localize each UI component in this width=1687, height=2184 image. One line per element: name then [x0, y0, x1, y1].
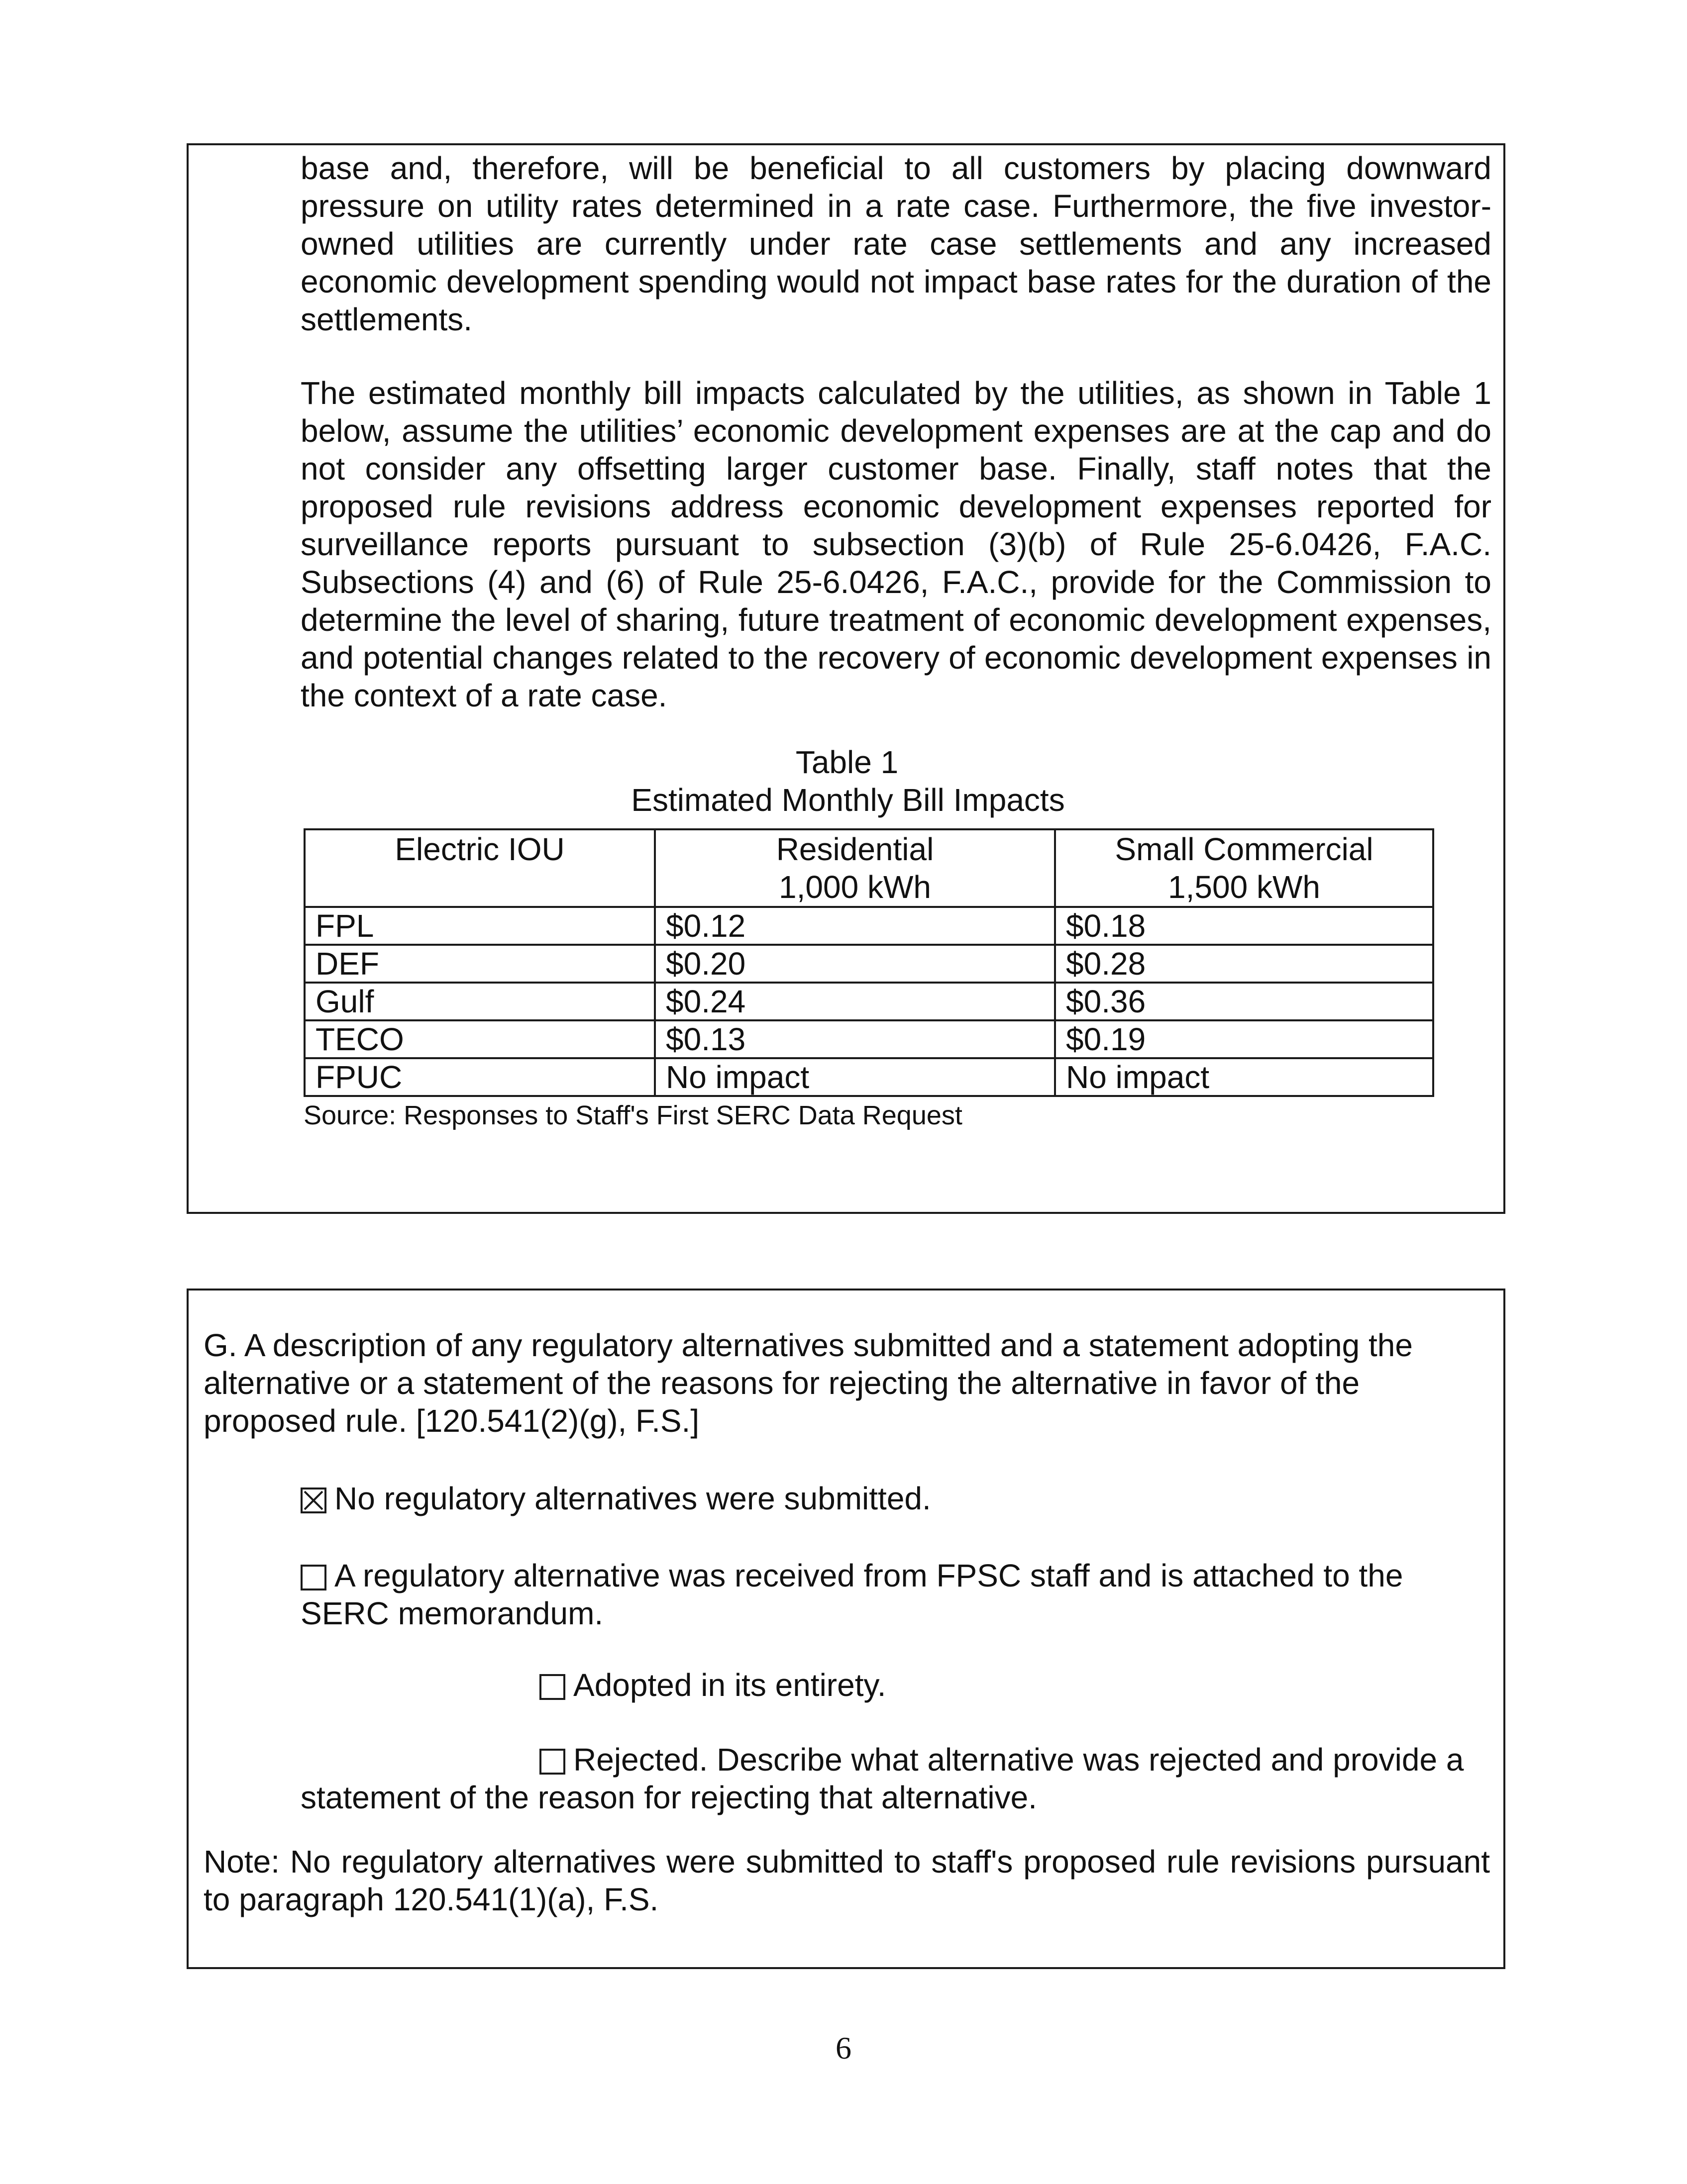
- cell-utility: FPL: [305, 907, 655, 945]
- cell-small-commercial: $0.28: [1055, 945, 1433, 983]
- cell-small-commercial: $0.19: [1055, 1020, 1433, 1058]
- table-source-note: Source: Responses to Staff's First SERC Data Request: [304, 1100, 962, 1130]
- option-no-alternatives: [301, 1480, 931, 1517]
- header-label: Electric IOU: [395, 831, 565, 867]
- header-residential: [655, 829, 1055, 907]
- page-number: 6: [836, 2030, 851, 2066]
- cell-residential: No impact: [655, 1058, 1055, 1096]
- option-label: Adopted in its entirety.: [573, 1667, 886, 1703]
- bill-impact-table: [304, 828, 1434, 1097]
- economic-impact-box: [187, 143, 1505, 1214]
- cell-small-commercial: No impact: [1055, 1058, 1433, 1096]
- table-row: [305, 1058, 1433, 1096]
- option-rejected: [301, 1741, 1495, 1816]
- header-electric-iou: [305, 829, 655, 907]
- cell-utility: TECO: [305, 1020, 655, 1058]
- header-label: Residential: [776, 831, 934, 867]
- checkbox-unchecked[interactable]: [301, 1565, 326, 1590]
- table-row: [305, 907, 1433, 945]
- cell-utility: FPUC: [305, 1058, 655, 1096]
- section-g-note: Note: No regulatory alternatives were submitted to staff's proposed rule revisions pursuant to paragraph 120.541(1)(a), F.S.: [204, 1844, 1490, 1917]
- table-row: [305, 945, 1433, 983]
- cell-residential: $0.20: [655, 945, 1055, 983]
- paragraph-bill-impacts: The estimated monthly bill impacts calculated by the utilities, as shown in Table 1 below, assume the utilities’ economic development expenses are at the cap and do not consider any offsetting larger customer base. Finally, staff notes that the proposed rule revisions address economic development expenses reported for surveillance reports pursuant to subsection (3)(b) of Rule 25-6.0426, F.A.C. Subsections (4) and (6) of Rule 25-6.0426, F.A.C., provide for the Commission to determine the level of sharing, future treatment of economic development expenses, and potential changes related to the recovery of economic development expenses in the context of a rate case.: [301, 375, 1491, 713]
- header-sublabel: 1,500 kWh: [1168, 869, 1320, 905]
- table-title: Estimated Monthly Bill Impacts: [631, 782, 1065, 818]
- paragraph-settlements: base and, therefore, will be beneficial to all customers by placing downward pressure on utility rates determined in a rate case. Furthermore, the five investor-owned utilities are currently under rate case settlements and any increased economic development spending would not impact base rates for the duration of the settlements.: [301, 150, 1491, 337]
- cell-residential: $0.12: [655, 907, 1055, 945]
- option-label: A regulatory alternative was received from FPSC staff and is attached to the SERC memorandum.: [301, 1558, 1403, 1631]
- cell-utility: DEF: [305, 945, 655, 983]
- option-adopted: [539, 1666, 886, 1704]
- checkbox-unchecked[interactable]: [539, 1674, 565, 1700]
- header-small-commercial: [1055, 829, 1433, 907]
- cell-small-commercial: $0.18: [1055, 907, 1433, 945]
- table-row: [305, 983, 1433, 1020]
- header-sublabel: 1,000 kWh: [779, 869, 931, 905]
- table-row: [305, 1020, 1433, 1058]
- section-g-heading: G. A description of any regulatory alternatives submitted and a statement adopting the alternative or a statement of the reasons for rejecting the alternative in favor of the proposed rule. [120.541(2)(g), F.S.]: [204, 1327, 1413, 1439]
- option-label: No regulatory alternatives were submitted.: [334, 1481, 931, 1516]
- cell-residential: $0.13: [655, 1020, 1055, 1058]
- table-header-row: [305, 829, 1433, 907]
- check-x-icon: [303, 1489, 324, 1511]
- option-label: Rejected. Describe what alternative was rejected and provide a statement of the reason for rejecting that alternative.: [301, 1742, 1464, 1815]
- table-caption: Table 1: [795, 744, 899, 780]
- option-alternative-received: [301, 1557, 1485, 1632]
- cell-small-commercial: $0.36: [1055, 983, 1433, 1020]
- regulatory-alternatives-box: [187, 1289, 1505, 1969]
- cell-residential: $0.24: [655, 983, 1055, 1020]
- header-label: Small Commercial: [1115, 831, 1373, 867]
- cell-utility: Gulf: [305, 983, 655, 1020]
- checkbox-checked[interactable]: [301, 1488, 326, 1513]
- checkbox-unchecked[interactable]: [539, 1749, 565, 1775]
